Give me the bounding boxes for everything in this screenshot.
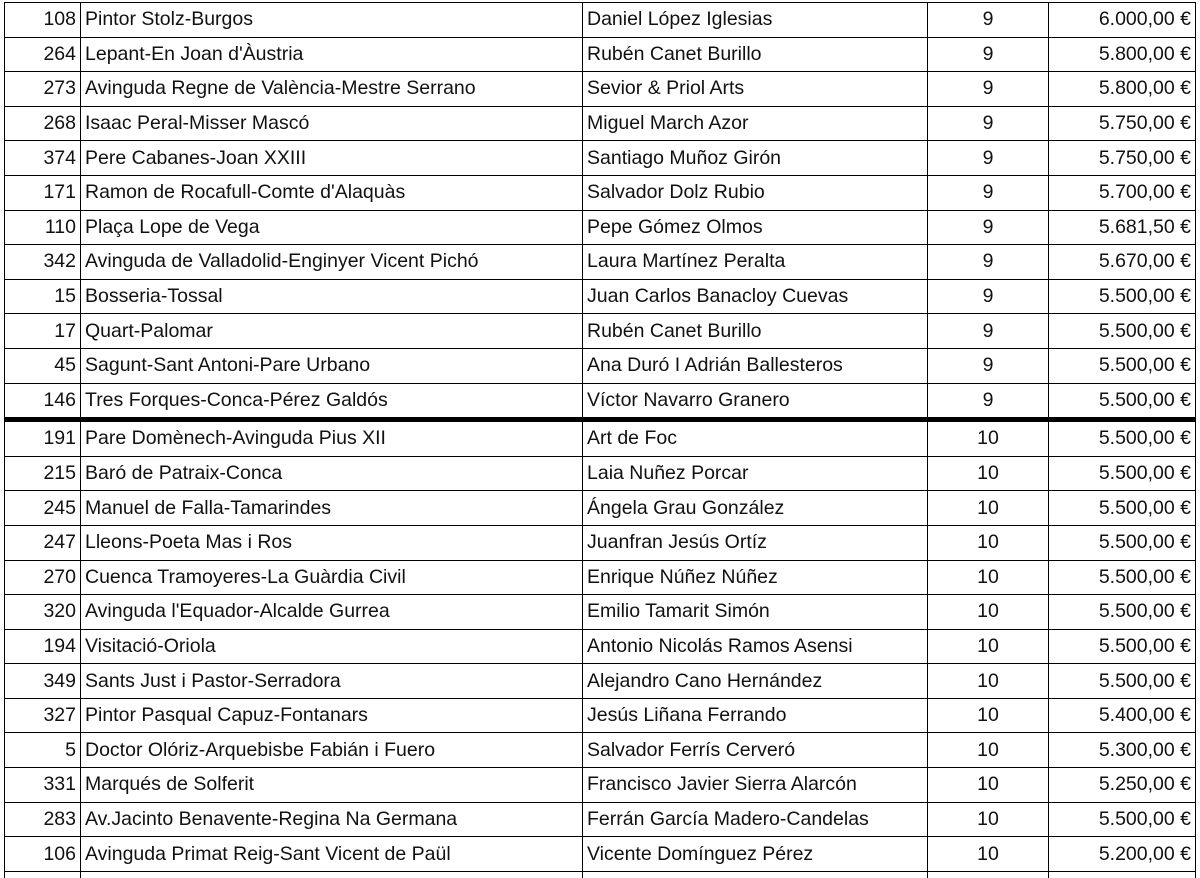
falla-name: Sagunt-Sant Antoni-Pare Urbano — [81, 348, 583, 383]
artist-name: Santiago Muñoz Girón — [583, 141, 928, 176]
artist-name: Jesús Liñana Ferrando — [583, 698, 928, 733]
budget-amount: 5.750,00 € — [1049, 141, 1196, 176]
falla-number: 146 — [5, 383, 81, 420]
category: 9 — [928, 383, 1049, 420]
falla-name: Pintor Stolz-Burgos — [81, 3, 583, 38]
falla-number: 247 — [5, 525, 81, 560]
budget-amount: 5.500,00 € — [1049, 525, 1196, 560]
artist-name: Rubén Canet Burillo — [583, 314, 928, 349]
falla-name: Avinguda Regne de València-Mestre Serrano — [81, 72, 583, 107]
table-row — [5, 595, 1196, 630]
category: 10 — [928, 837, 1049, 872]
table-row — [5, 560, 1196, 595]
table-row — [5, 279, 1196, 314]
falla-name: Pere Cabanes-Joan XXIII — [81, 141, 583, 176]
falla-name: Isaac Peral-Misser Mascó — [81, 106, 583, 141]
falla-name: Av.Jacinto Benavente-Regina Na Germana — [81, 802, 583, 837]
empty-cell — [583, 871, 928, 878]
category: 9 — [928, 245, 1049, 280]
artist-name: Salvador Dolz Rubio — [583, 175, 928, 210]
table-row — [5, 802, 1196, 837]
falla-number: 17 — [5, 314, 81, 349]
table-row — [5, 175, 1196, 210]
budget-amount: 5.500,00 € — [1049, 279, 1196, 314]
budget-amount: 5.500,00 € — [1049, 314, 1196, 349]
budget-amount: 5.500,00 € — [1049, 560, 1196, 595]
falla-number: 215 — [5, 456, 81, 491]
table-row — [5, 106, 1196, 141]
budget-amount: 5.700,00 € — [1049, 175, 1196, 210]
category: 9 — [928, 348, 1049, 383]
falla-number: 245 — [5, 491, 81, 526]
table-row — [5, 141, 1196, 176]
falla-number: 171 — [5, 175, 81, 210]
falla-name: Manuel de Falla-Tamarindes — [81, 491, 583, 526]
category: 10 — [928, 629, 1049, 664]
falla-name: Quart-Palomar — [81, 314, 583, 349]
falla-number: 283 — [5, 802, 81, 837]
falla-name: Avinguda de Valladolid-Enginyer Vicent Pichó — [81, 245, 583, 280]
category: 10 — [928, 420, 1049, 457]
budget-amount: 5.500,00 € — [1049, 456, 1196, 491]
falla-number: 108 — [5, 3, 81, 38]
falla-name: Sants Just i Pastor-Serradora — [81, 664, 583, 699]
budget-amount: 5.500,00 € — [1049, 420, 1196, 457]
falla-number: 268 — [5, 106, 81, 141]
table-row — [5, 420, 1196, 457]
falla-name: Bosseria-Tossal — [81, 279, 583, 314]
budget-amount: 5.800,00 € — [1049, 37, 1196, 72]
empty-cell — [81, 871, 583, 878]
falla-number: 270 — [5, 560, 81, 595]
budget-amount: 6.000,00 € — [1049, 3, 1196, 38]
table-row — [5, 491, 1196, 526]
falla-budget-table — [4, 2, 1196, 878]
artist-name: Salvador Ferrís Cerveró — [583, 733, 928, 768]
budget-amount: 5.250,00 € — [1049, 768, 1196, 803]
category: 9 — [928, 37, 1049, 72]
category: 9 — [928, 314, 1049, 349]
artist-name: Pepe Gómez Olmos — [583, 210, 928, 245]
falla-name: Doctor Olóriz-Arquebisbe Fabián i Fuero — [81, 733, 583, 768]
falla-number: 349 — [5, 664, 81, 699]
falla-number: 374 — [5, 141, 81, 176]
falla-name: Visitació-Oriola — [81, 629, 583, 664]
table-row — [5, 210, 1196, 245]
falla-name: Plaça Lope de Vega — [81, 210, 583, 245]
category: 9 — [928, 175, 1049, 210]
category: 9 — [928, 3, 1049, 38]
table-row — [5, 72, 1196, 107]
artist-name: Miguel March Azor — [583, 106, 928, 141]
falla-name: Pintor Pasqual Capuz-Fontanars — [81, 698, 583, 733]
category: 10 — [928, 768, 1049, 803]
falla-number: 110 — [5, 210, 81, 245]
falla-number: 264 — [5, 37, 81, 72]
falla-number: 327 — [5, 698, 81, 733]
falla-name: Avinguda l'Equador-Alcalde Gurrea — [81, 595, 583, 630]
artist-name: Alejandro Cano Hernández — [583, 664, 928, 699]
falla-number: 342 — [5, 245, 81, 280]
budget-amount: 5.500,00 € — [1049, 629, 1196, 664]
falla-name: Marqués de Solferit — [81, 768, 583, 803]
artist-name: Rubén Canet Burillo — [583, 37, 928, 72]
falla-number: 191 — [5, 420, 81, 457]
falla-name: Lepant-En Joan d'Àustria — [81, 37, 583, 72]
falla-name: Pare Domènech-Avinguda Pius XII — [81, 420, 583, 457]
artist-name: Ana Duró I Adrián Ballesteros — [583, 348, 928, 383]
artist-name: Sevior & Priol Arts — [583, 72, 928, 107]
artist-name: Enrique Núñez Núñez — [583, 560, 928, 595]
category: 10 — [928, 733, 1049, 768]
category: 10 — [928, 560, 1049, 595]
empty-cell — [1049, 871, 1196, 878]
budget-amount: 5.200,00 € — [1049, 837, 1196, 872]
table-row — [5, 383, 1196, 420]
table-row — [5, 733, 1196, 768]
table-row — [5, 698, 1196, 733]
budget-amount: 5.670,00 € — [1049, 245, 1196, 280]
category: 9 — [928, 210, 1049, 245]
artist-name: Daniel López Iglesias — [583, 3, 928, 38]
falla-number: 5 — [5, 733, 81, 768]
artist-name: Vicente Domínguez Pérez — [583, 837, 928, 872]
category: 10 — [928, 456, 1049, 491]
artist-name: Juan Carlos Banacloy Cuevas — [583, 279, 928, 314]
category: 10 — [928, 525, 1049, 560]
table-row — [5, 3, 1196, 38]
artist-name: Emilio Tamarit Simón — [583, 595, 928, 630]
artist-name: Laura Martínez Peralta — [583, 245, 928, 280]
category: 10 — [928, 595, 1049, 630]
falla-number: 106 — [5, 837, 81, 872]
table-row — [5, 768, 1196, 803]
category: 9 — [928, 72, 1049, 107]
artist-name: Laia Nuñez Porcar — [583, 456, 928, 491]
category: 10 — [928, 802, 1049, 837]
table-row — [5, 348, 1196, 383]
category: 9 — [928, 106, 1049, 141]
budget-amount: 5.800,00 € — [1049, 72, 1196, 107]
artist-name: Víctor Navarro Granero — [583, 383, 928, 420]
falla-number: 320 — [5, 595, 81, 630]
artist-name: Ángela Grau González — [583, 491, 928, 526]
falla-number: 15 — [5, 279, 81, 314]
table-row — [5, 314, 1196, 349]
table-row — [5, 37, 1196, 72]
table-row — [5, 837, 1196, 872]
budget-amount: 5.500,00 € — [1049, 491, 1196, 526]
artist-name: Francisco Javier Sierra Alarcón — [583, 768, 928, 803]
artist-name: Ferrán García Madero-Candelas — [583, 802, 928, 837]
falla-name: Cuenca Tramoyeres-La Guàrdia Civil — [81, 560, 583, 595]
artist-name: Antonio Nicolás Ramos Asensi — [583, 629, 928, 664]
category: 10 — [928, 698, 1049, 733]
budget-amount: 5.500,00 € — [1049, 802, 1196, 837]
category: 10 — [928, 491, 1049, 526]
table-row — [5, 525, 1196, 560]
falla-name: Ramon de Rocafull-Comte d'Alaquàs — [81, 175, 583, 210]
artist-name: Art de Foc — [583, 420, 928, 457]
falla-number: 45 — [5, 348, 81, 383]
falla-name: Avinguda Primat Reig-Sant Vicent de Paül — [81, 837, 583, 872]
category: 9 — [928, 279, 1049, 314]
artist-name: Juanfran Jesús Ortíz — [583, 525, 928, 560]
budget-amount: 5.500,00 € — [1049, 664, 1196, 699]
budget-amount: 5.400,00 € — [1049, 698, 1196, 733]
falla-name: Baró de Patraix-Conca — [81, 456, 583, 491]
table-row — [5, 245, 1196, 280]
falla-number: 194 — [5, 629, 81, 664]
table-row — [5, 456, 1196, 491]
falla-number: 273 — [5, 72, 81, 107]
category: 9 — [928, 141, 1049, 176]
table-row — [5, 629, 1196, 664]
budget-amount: 5.750,00 € — [1049, 106, 1196, 141]
empty-cell — [5, 871, 81, 878]
falla-name: Lleons-Poeta Mas i Ros — [81, 525, 583, 560]
table-row — [5, 664, 1196, 699]
budget-amount: 5.681,50 € — [1049, 210, 1196, 245]
budget-amount: 5.500,00 € — [1049, 348, 1196, 383]
empty-cell — [928, 871, 1049, 878]
falla-number: 331 — [5, 768, 81, 803]
category: 10 — [928, 664, 1049, 699]
budget-amount: 5.500,00 € — [1049, 383, 1196, 420]
falla-name: Tres Forques-Conca-Pérez Galdós — [81, 383, 583, 420]
budget-amount: 5.500,00 € — [1049, 595, 1196, 630]
budget-amount: 5.300,00 € — [1049, 733, 1196, 768]
table-row-cutoff — [5, 871, 1196, 878]
